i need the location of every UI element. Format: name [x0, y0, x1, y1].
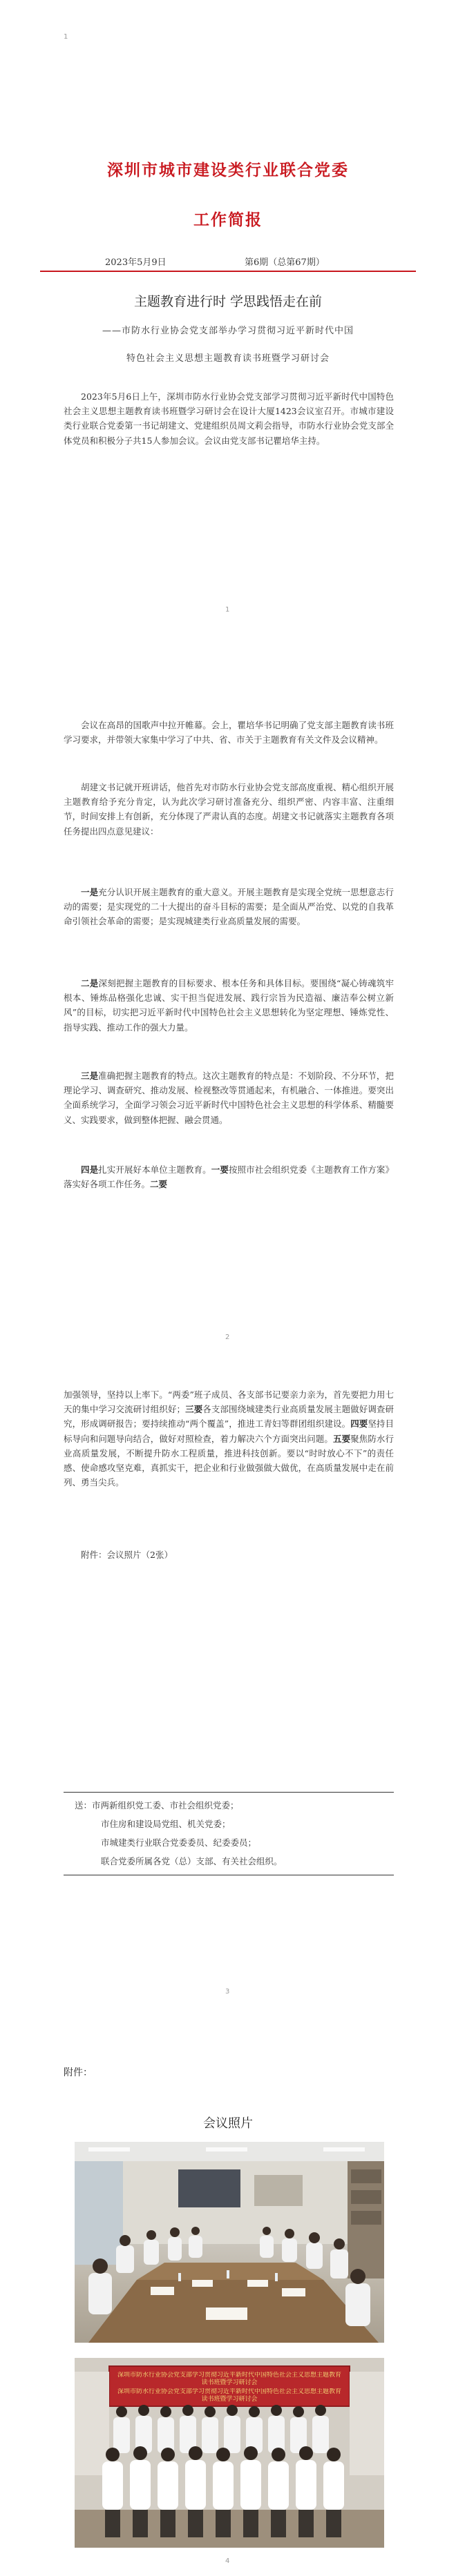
paragraph-point-2 [64, 976, 394, 1035]
point-4-text: 扎实开展好本单位主题教育。 [98, 1164, 211, 1175]
point-4-lead: 四是 [81, 1164, 99, 1175]
header-divider [40, 271, 416, 272]
distribution-rule-top [64, 1792, 394, 1793]
paragraph-speech: 胡建文书记就开班讲话，他首先对市防水行业协会党支部高度重视、精心组织开展主题教育给予充分肯定，认为此次学习研讨准备充分、组织严密、内容丰富、注重细节，时间安排上有创新，充分体现了严肃认真的态度。胡建文书记就落实主题教育各项任务提出四点意见建议： [64, 782, 394, 837]
photos-title: 会议照片 [203, 2116, 253, 2131]
point-2-lead: 二是 [81, 978, 99, 988]
article-headline: 主题教育进行时 学思践悟走在前 [133, 294, 323, 309]
point-4-sub-3-lead: 三要 [185, 1404, 203, 1415]
point-4-sub-2-text: 加强领导，坚持以上率下。“两委”班子成员、各支部书记要亲力亲为，首先要把力用七天的集中学习交流研讨组织好； [64, 1389, 394, 1415]
point-1-text: 充分认识开展主题教育的重大意义。开展主题教育是实现全党统一思想意志行动的需要；是实现党的二十大提出的奋斗目标的需要；是全面从严治党、以党的自我革命引领社会革命的需要；是实现城建类行业高质量发展的需要。 [64, 887, 394, 927]
issue-date: 2023年5月9日 [105, 257, 167, 268]
point-1-lead: 一是 [81, 887, 99, 897]
distribution-line-3: 市城建类行业联合党委委员、纪委委员； [101, 1837, 257, 1848]
point-4-sub-5-text: 聚焦防水行业高质量发展，不断提升防水工程质量，推进科技创新。要以“时时放心不下”的责任感、使命感攻坚克难，真抓实干，把企业和行业做强做大做优，在高质量发展中走在前列、勇当尖兵。 [64, 1433, 394, 1488]
point-4-sub-1-text: 按照市社会组织党委《主题教育工作方案》落实好各项工作任务。 [64, 1164, 394, 1190]
paragraph-point-4-continued [64, 1387, 394, 1490]
point-3-lead: 三是 [81, 1071, 99, 1081]
org-title: 深圳市城市建设类行业联合党委 [107, 161, 349, 179]
distribution-line-4: 联合党委所属各党（总）支部、有关社会组织。 [101, 1856, 283, 1866]
attachment-note: 附件：会议照片（2张） [81, 1550, 173, 1560]
meeting-photo-1-image [75, 2142, 384, 2343]
point-4-sub-3-text: 各支部围绕城建类行业高质量发展主题做好调查研究，形成调研报告；要持续推动“两个覆盖”，推进工青妇等群团组织建设。 [64, 1404, 394, 1430]
doc-title: 工作简报 [193, 211, 263, 229]
distribution-line-2: 市住房和建设局党组、机关党委； [101, 1819, 231, 1829]
paragraph-point-1 [64, 885, 394, 929]
issue-number: 第6期（总第67期） [245, 257, 325, 268]
distribution-line-1: 送：市两新组织党工委、市社会组织党委； [75, 1800, 239, 1811]
point-3-text: 准确把握主题教育的特点。这次主题教育的特点是：不划阶段、不分环节，把理论学习、调查研究、推动发展、检视整改等贯通起来，有机融合、一体推进。要突出全面系统学习，全面学习领会习近平新时代中国特色社会主义思想的科学体系、精髓要义、实践要求，做到整体把握、融会贯通。 [64, 1071, 394, 1125]
meeting-photo-1 [75, 2142, 384, 2343]
paragraph-intro: 2023年5月6日上午，深圳市防水行业协会党支部学习贯彻习近平新时代中国特色社会主义思想主题教育读书班暨学习研讨会在设计大厦1423会议室召开。市城市建设类行业联合党委第一书记胡建文、党建组织员周文莉会指导，市防水行业协会党支部全体党员和积极分子共15人参加会议。会议由党支部书记瞿培华主持。 [64, 391, 394, 446]
page-mark: 1 [64, 33, 68, 41]
article-subtitle-line-2: 特色社会主义思想主题教育读书班暨学习研讨会 [126, 353, 330, 364]
attachment-label: 附件： [64, 2067, 93, 2078]
point-4-sub-2-lead: 二要 [150, 1179, 168, 1190]
point-4-sub-4-text: 坚持目标导向和问题导向结合，做好对照检查，着力解决六个方面突出问题。 [64, 1418, 394, 1444]
point-4-sub-1-lead: 一要 [211, 1164, 229, 1175]
meeting-photo-2 [75, 2358, 384, 2548]
paragraph-opening: 会议在高昂的国歌声中拉开帷幕。会上，瞿培华书记明确了党支部主题教育读书班学习要求，并带领大家集中学习了中共、省、市关于主题教育有关文件及会议精神。 [64, 720, 394, 745]
paragraph-point-4 [64, 1162, 394, 1191]
point-2-text: 深刻把握主题教育的目标要求、根本任务和具体目标。要围绕“凝心铸魂筑牢根本、锤炼品格强化忠诚、实干担当促进发展、践行宗旨为民造福、廉洁奉公树立新风”的目标，切实把习近平新时代中国特色社会主义思想转化为坚定理想、锤炼党性、指导实践、推动工作的强大力量。 [64, 978, 394, 1033]
page-number: 4 [225, 2557, 230, 2565]
paragraph-point-3 [64, 1069, 394, 1127]
page-number: 1 [225, 606, 230, 614]
banner-text-line-2: 深圳市防水行业协会党支部学习贯彻习近平新时代中国特色社会主义思想主题教育读书班暨学习研讨会 [117, 2388, 341, 2403]
point-4-sub-5-lead: 五要 [332, 1433, 351, 1444]
banner-text-line-1: 深圳市防水行业协会党支部学习贯彻习近平新时代中国特色社会主义思想主题教育读书班暨学习研讨会 [117, 2372, 341, 2386]
article-subtitle-line-1: ——市防水行业协会党支部举办学习贯彻习近平新时代中国 [102, 326, 354, 336]
page-number: 3 [225, 1988, 230, 1996]
point-4-sub-4-lead: 四要 [350, 1418, 368, 1430]
page-number: 2 [225, 1334, 230, 1341]
